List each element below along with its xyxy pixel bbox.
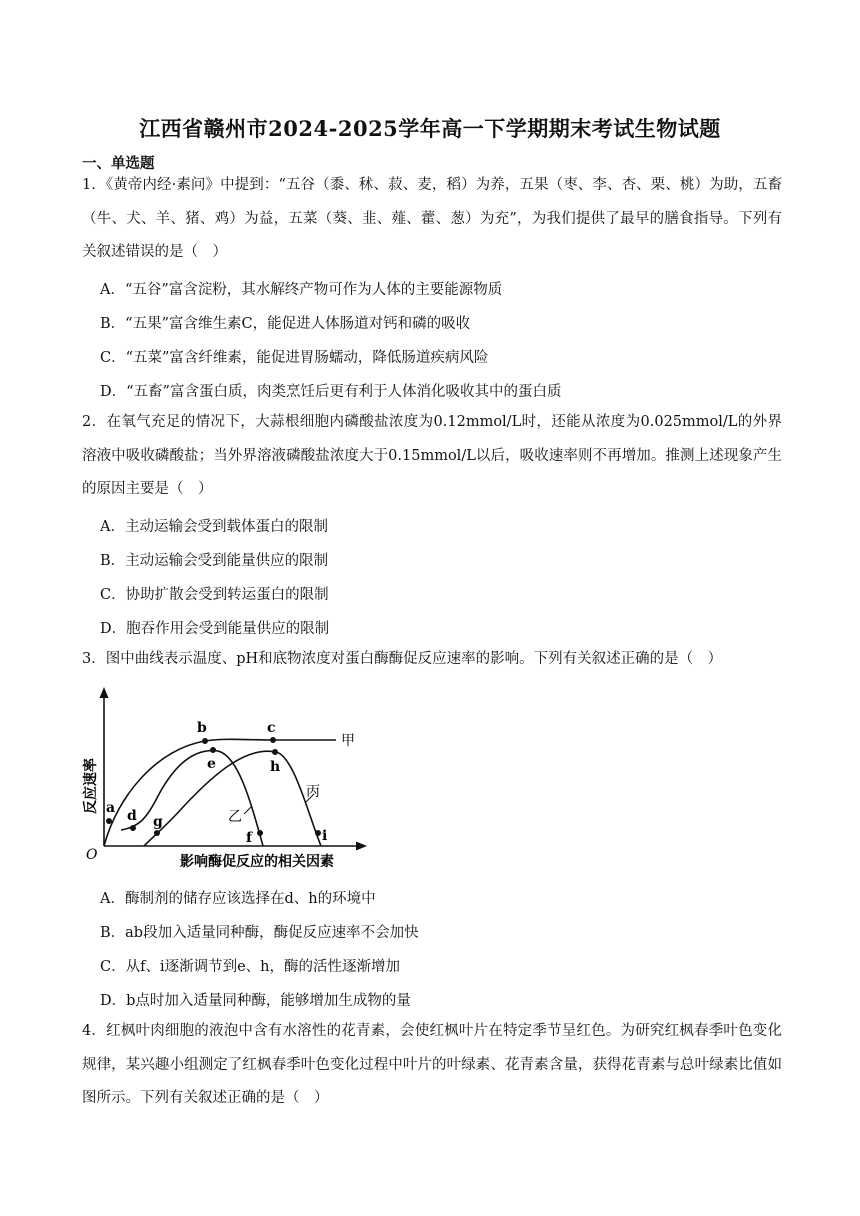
point-label-i: i [322, 828, 328, 844]
question-2-option-d: D．胞吞作用会受到能量供应的限制 [100, 621, 330, 637]
point-label-f: f [246, 830, 253, 846]
y-axis-arrow [100, 687, 109, 698]
question-2-stem: 2．在氧气充足的情况下，大蒜根细胞内磷酸盐浓度为0.12mmol/L时，还能从浓度为0.025mmol/L的外界溶液中吸收磷酸盐；当外界溶液磷酸盐浓度大于0.15mmol/L以后，吸收速率则不再增加。推测上述现象产生的原因主要是（ ） [82, 414, 782, 497]
x-axis-arrow [356, 842, 367, 851]
point-g [154, 830, 160, 836]
point-h [272, 749, 278, 755]
y-axis-title: 反应速率 [83, 758, 99, 814]
label-leader-yi [244, 806, 252, 814]
page-title: 江西省赣州市2024-2025学年高一下学期期末考试生物试题 [139, 116, 721, 141]
point-c [270, 737, 276, 743]
point-i [315, 830, 321, 836]
point-label-b: b [197, 720, 207, 736]
curve-label-jia: 甲 [341, 733, 355, 749]
question-2-option-a: A．主动运输会受到载体蛋白的限制 [100, 519, 328, 535]
point-label-d: d [127, 808, 137, 824]
question-1-option-a: A．“五谷”富含淀粉，其水解终产物可作为人体的主要能源物质 [100, 282, 503, 298]
point-b [202, 738, 208, 744]
point-label-e: e [207, 756, 216, 772]
question-3-option-d: D．b点时加入适量同种酶，能够增加生成物的量 [100, 993, 411, 1009]
curve-label-yi: 乙 [228, 809, 242, 825]
section-heading: 一、单选题 [82, 155, 155, 172]
question-3-option-b: B．ab段加入适量同种酶，酶促反应速率不会加快 [100, 925, 419, 941]
question-1-option-b: B．“五果”富含维生素C，能促进人体肠道对钙和磷的吸收 [100, 316, 471, 332]
question-3-stem: 3．图中曲线表示温度、pH和底物浓度对蛋白酶酶促反应速率的影响。下列有关叙述正确的是（ ） [82, 651, 723, 667]
question-1-option-c: C．“五菜”富含纤维素，能促进胃肠蠕动，降低肠道疾病风险 [100, 350, 489, 366]
question-3-option-c: C．从f、i逐渐调节到e、h，酶的活性逐渐增加 [100, 959, 401, 975]
question-2-option-c: C．协助扩散会受到转运蛋白的限制 [100, 587, 329, 603]
point-f [257, 830, 263, 836]
point-label-h: h [270, 759, 281, 775]
enzyme-rate-figure [78, 684, 378, 874]
question-2-option-b: B．主动运输会受到能量供应的限制 [100, 553, 329, 569]
x-axis-title: 影响酶促反应的相关因素 [180, 854, 334, 870]
point-label-g: g [153, 814, 163, 830]
origin-label: O [86, 847, 98, 863]
question-3-option-a: A．酶制剂的储存应该选择在d、h的环境中 [100, 891, 376, 907]
point-e [210, 747, 216, 753]
point-d [130, 825, 136, 831]
point-a [106, 818, 112, 824]
point-label-a: a [106, 800, 116, 816]
question-1-stem: 1．《黄帝内经·素问》中提到：“五谷（黍、秫、菽、麦，稻）为养，五果（枣、李、杏、栗、桃）为助，五畜（牛、犬、羊、猪、鸡）为益，五菜（葵、韭、薤、藿、葱）为充”，为我们提供了最早的膳食指导。下列有关叙述错误的是（ ） [82, 177, 782, 260]
curve-bing [144, 751, 321, 846]
question-4-stem: 4．红枫叶肉细胞的液泡中含有水溶性的花青素，会使红枫叶片在特定季节呈红色。为研究红枫春季叶色变化规律，某兴趣小组测定了红枫春季叶色变化过程中叶片的叶绿素、花青素含量，获得花青素与总叶绿素比值如图所示。下列有关叙述正确的是（ ） [82, 1023, 782, 1106]
point-label-c: c [267, 720, 276, 736]
curve-label-bing: 丙 [306, 784, 320, 800]
question-1-option-d: D．“五畜”富含蛋白质，肉类烹饪后更有利于人体消化吸收其中的蛋白质 [100, 384, 562, 400]
